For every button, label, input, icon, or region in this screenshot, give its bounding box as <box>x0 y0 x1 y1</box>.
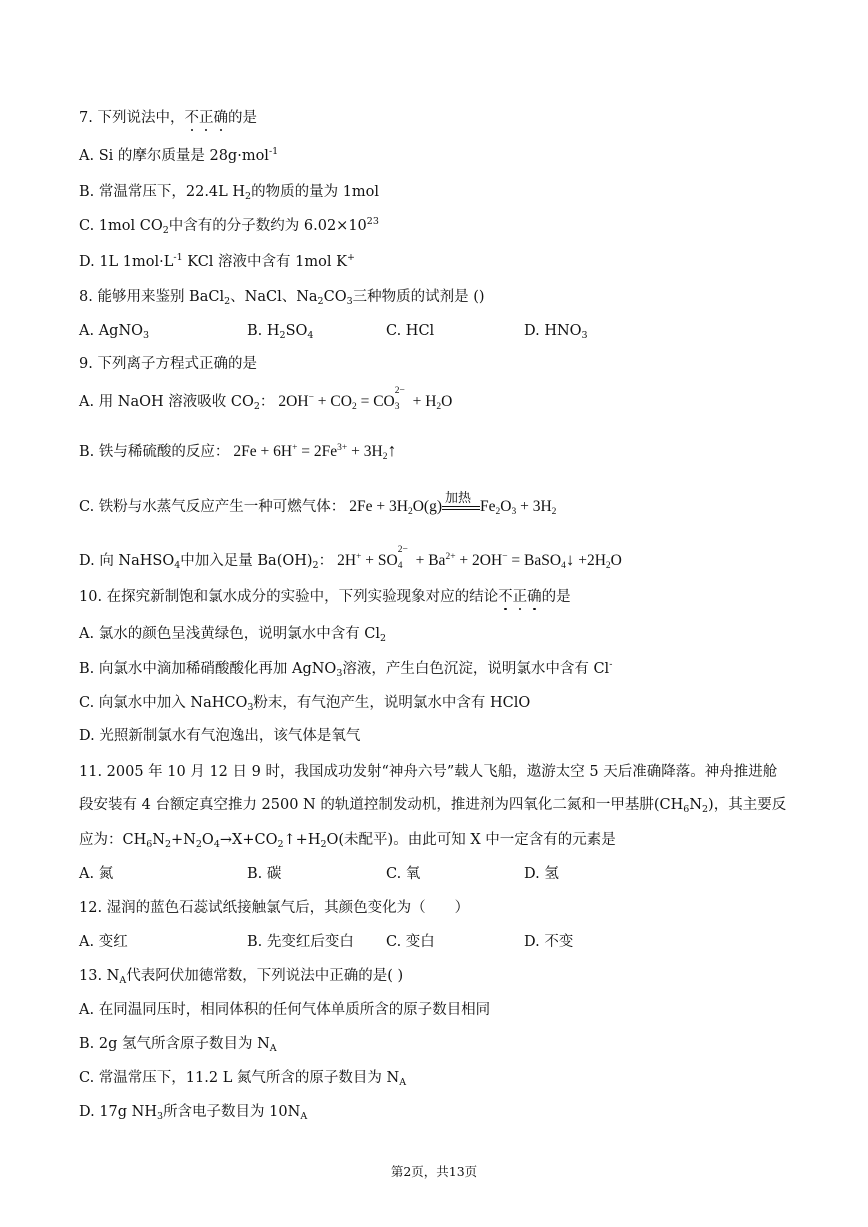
q13-option-a: A. 在同温同压时，相同体积的任何气体单质所含的原子数目相同 <box>79 1002 491 1018</box>
q8-option-b: B. $H_2SO_4$ <box>247 323 314 341</box>
q10-option-c: C. 向氯水中加入 NaHCO$_3$粉末，有气泡产生，说明氯水中含有 HClO <box>79 695 531 713</box>
q9-c-equation: $2Fe + 3H_2O(g)$ 加热 $Fe_2O_3 + 3H_2$ <box>349 491 557 517</box>
q8-stem: 8. 能够用来鉴别 BaCl$_2$、NaCl、$Na_2CO_3$三种物质的试剂是 () <box>79 289 485 307</box>
q11-stem-line1: 11. 2005 年 10 月 12 日 9 时，我国成功发射“神舟六号”载人飞船，遨游太空 5 天后准确降落。神舟推进舱 <box>79 764 778 780</box>
q13-option-c: C. 常温常压下，11.2 L 氮气所含的原子数目为 $N_A$ <box>79 1070 407 1088</box>
q10-stem: 10. 在探究新制饱和氯水成分的实验中，下列实验现象对应的结论不正确的是 <box>79 589 571 605</box>
q10-option-a: A. 氯水的颜色呈浅黄绿色，说明氯水中含有 $Cl_2$ <box>79 626 387 644</box>
q8-option-d: D. $HNO_3$ <box>524 323 588 341</box>
q9-stem: 9. 下列离子方程式正确的是 <box>79 356 257 372</box>
q9-option-d: D. 向 NaHSO$_4$中加入足量 $Ba(OH)_2$： 2H+ + SO 2− 4 + $Ba^{2+} + 2OH^-$ = BaSO$_4$↓ $+2H_2O$ <box>79 545 622 571</box>
q12-option-b: B. 先变红后变白 <box>247 934 354 950</box>
q7-option-a: A. Si 的摩尔质量是 28g·mol$^{-1}$ <box>79 146 279 164</box>
q7-option-b: B. 常温常压下，22.4L $H_2$的物质的量为 1mol <box>79 184 380 202</box>
q8-option-a: A. AgNO$_3$ <box>79 323 150 341</box>
q9-option-a: A. 用 NaOH 溶液吸收 $CO_2$： $2OH^- + CO_2$ = CO 2− 3 + $H_2O$ <box>79 386 453 412</box>
q12-option-d: D. 不变 <box>524 934 574 950</box>
q13-stem: 13. $N_A$代表阿伏加德常数，下列说法中正确的是( ) <box>79 968 404 986</box>
q7-option-c: C. 1mol $CO_2$中含有的分子数约为 $6.02\times 10^{23}$ <box>79 216 379 236</box>
heating-condition-arrow: 加热 <box>442 500 480 514</box>
page-number-footer: 第2页，共13页 <box>390 1164 478 1179</box>
q12-option-a: A. 变红 <box>79 934 128 950</box>
q10-option-d: D. 光照新制氯水有气泡逸出，该气体是氧气 <box>79 728 361 744</box>
gas-up-arrow-icon: ↑ <box>387 440 397 460</box>
q12-stem: 12. 湿润的蓝色石蕊试纸接触氯气后，其颜色变化为（ ） <box>79 900 470 916</box>
q12-option-c: C. 变白 <box>386 934 435 950</box>
q7-option-d: D. 1L $1mol\cdot L^{-1}$ KCl 溶液中含有 1mol K+ <box>79 252 355 270</box>
q13-option-d: D. 17g $NH_3$所含电子数目为 $10N_A$ <box>79 1104 308 1122</box>
q13-option-b: B. 2g 氢气所含原子数目为 $N_A$ <box>79 1036 277 1054</box>
q11-option-b: B. 碳 <box>247 866 282 882</box>
q11-option-c: C. 氧 <box>386 866 421 882</box>
q9-b-equation: $2Fe + 6H^+ = 2Fe^{3+}$ + $3H_2↑$ <box>233 440 397 462</box>
q11-stem-line2: 段安装有 4 台额定真空推力 2500 N 的轨道控制发动机，推进剂为四氧化二氮和一甲基肼$(CH_6N_2)$，其主要反 <box>79 797 787 815</box>
q9-d-equation: 2H+ + SO 2− 4 + $Ba^{2+} + 2OH^-$ = BaSO$_4$↓ $+2H_2O$ <box>337 545 622 571</box>
q11-option-a: A. 氮 <box>79 866 114 882</box>
q8-option-c: C. HCl <box>386 323 435 339</box>
q11-option-d: D. 氢 <box>524 866 559 882</box>
q11-stem-line3: 应为：$CH_6N_2+N_2O_4\to X+CO_2↑+H_2O$(未配平)。由此可知 X 中一定含有的元素是 <box>79 832 616 850</box>
q9-option-c: C. 铁粉与水蒸气反应产生一种可燃气体： $2Fe + 3H_2O(g)$ 加热 $Fe_2O_3 + 3H_2$ <box>79 491 557 517</box>
q7-stem: 7. 下列说法中，不正确的是 <box>79 110 257 126</box>
q10-option-b: B. 向氯水中滴加稀硝酸酸化再加 AgNO$_3$溶液，产生白色沉淀，说明氯水中含有 Cl- <box>79 659 613 679</box>
q9-a-equation: $2OH^- + CO_2$ = CO 2− 3 + $H_2O$ <box>278 386 453 412</box>
precipitate-down-arrow-icon: ↓ <box>565 550 575 569</box>
q9-option-b: B. 铁与稀硫酸的反应： $2Fe + 6H^+ = 2Fe^{3+}$ + $3H_2↑$ <box>79 440 397 462</box>
